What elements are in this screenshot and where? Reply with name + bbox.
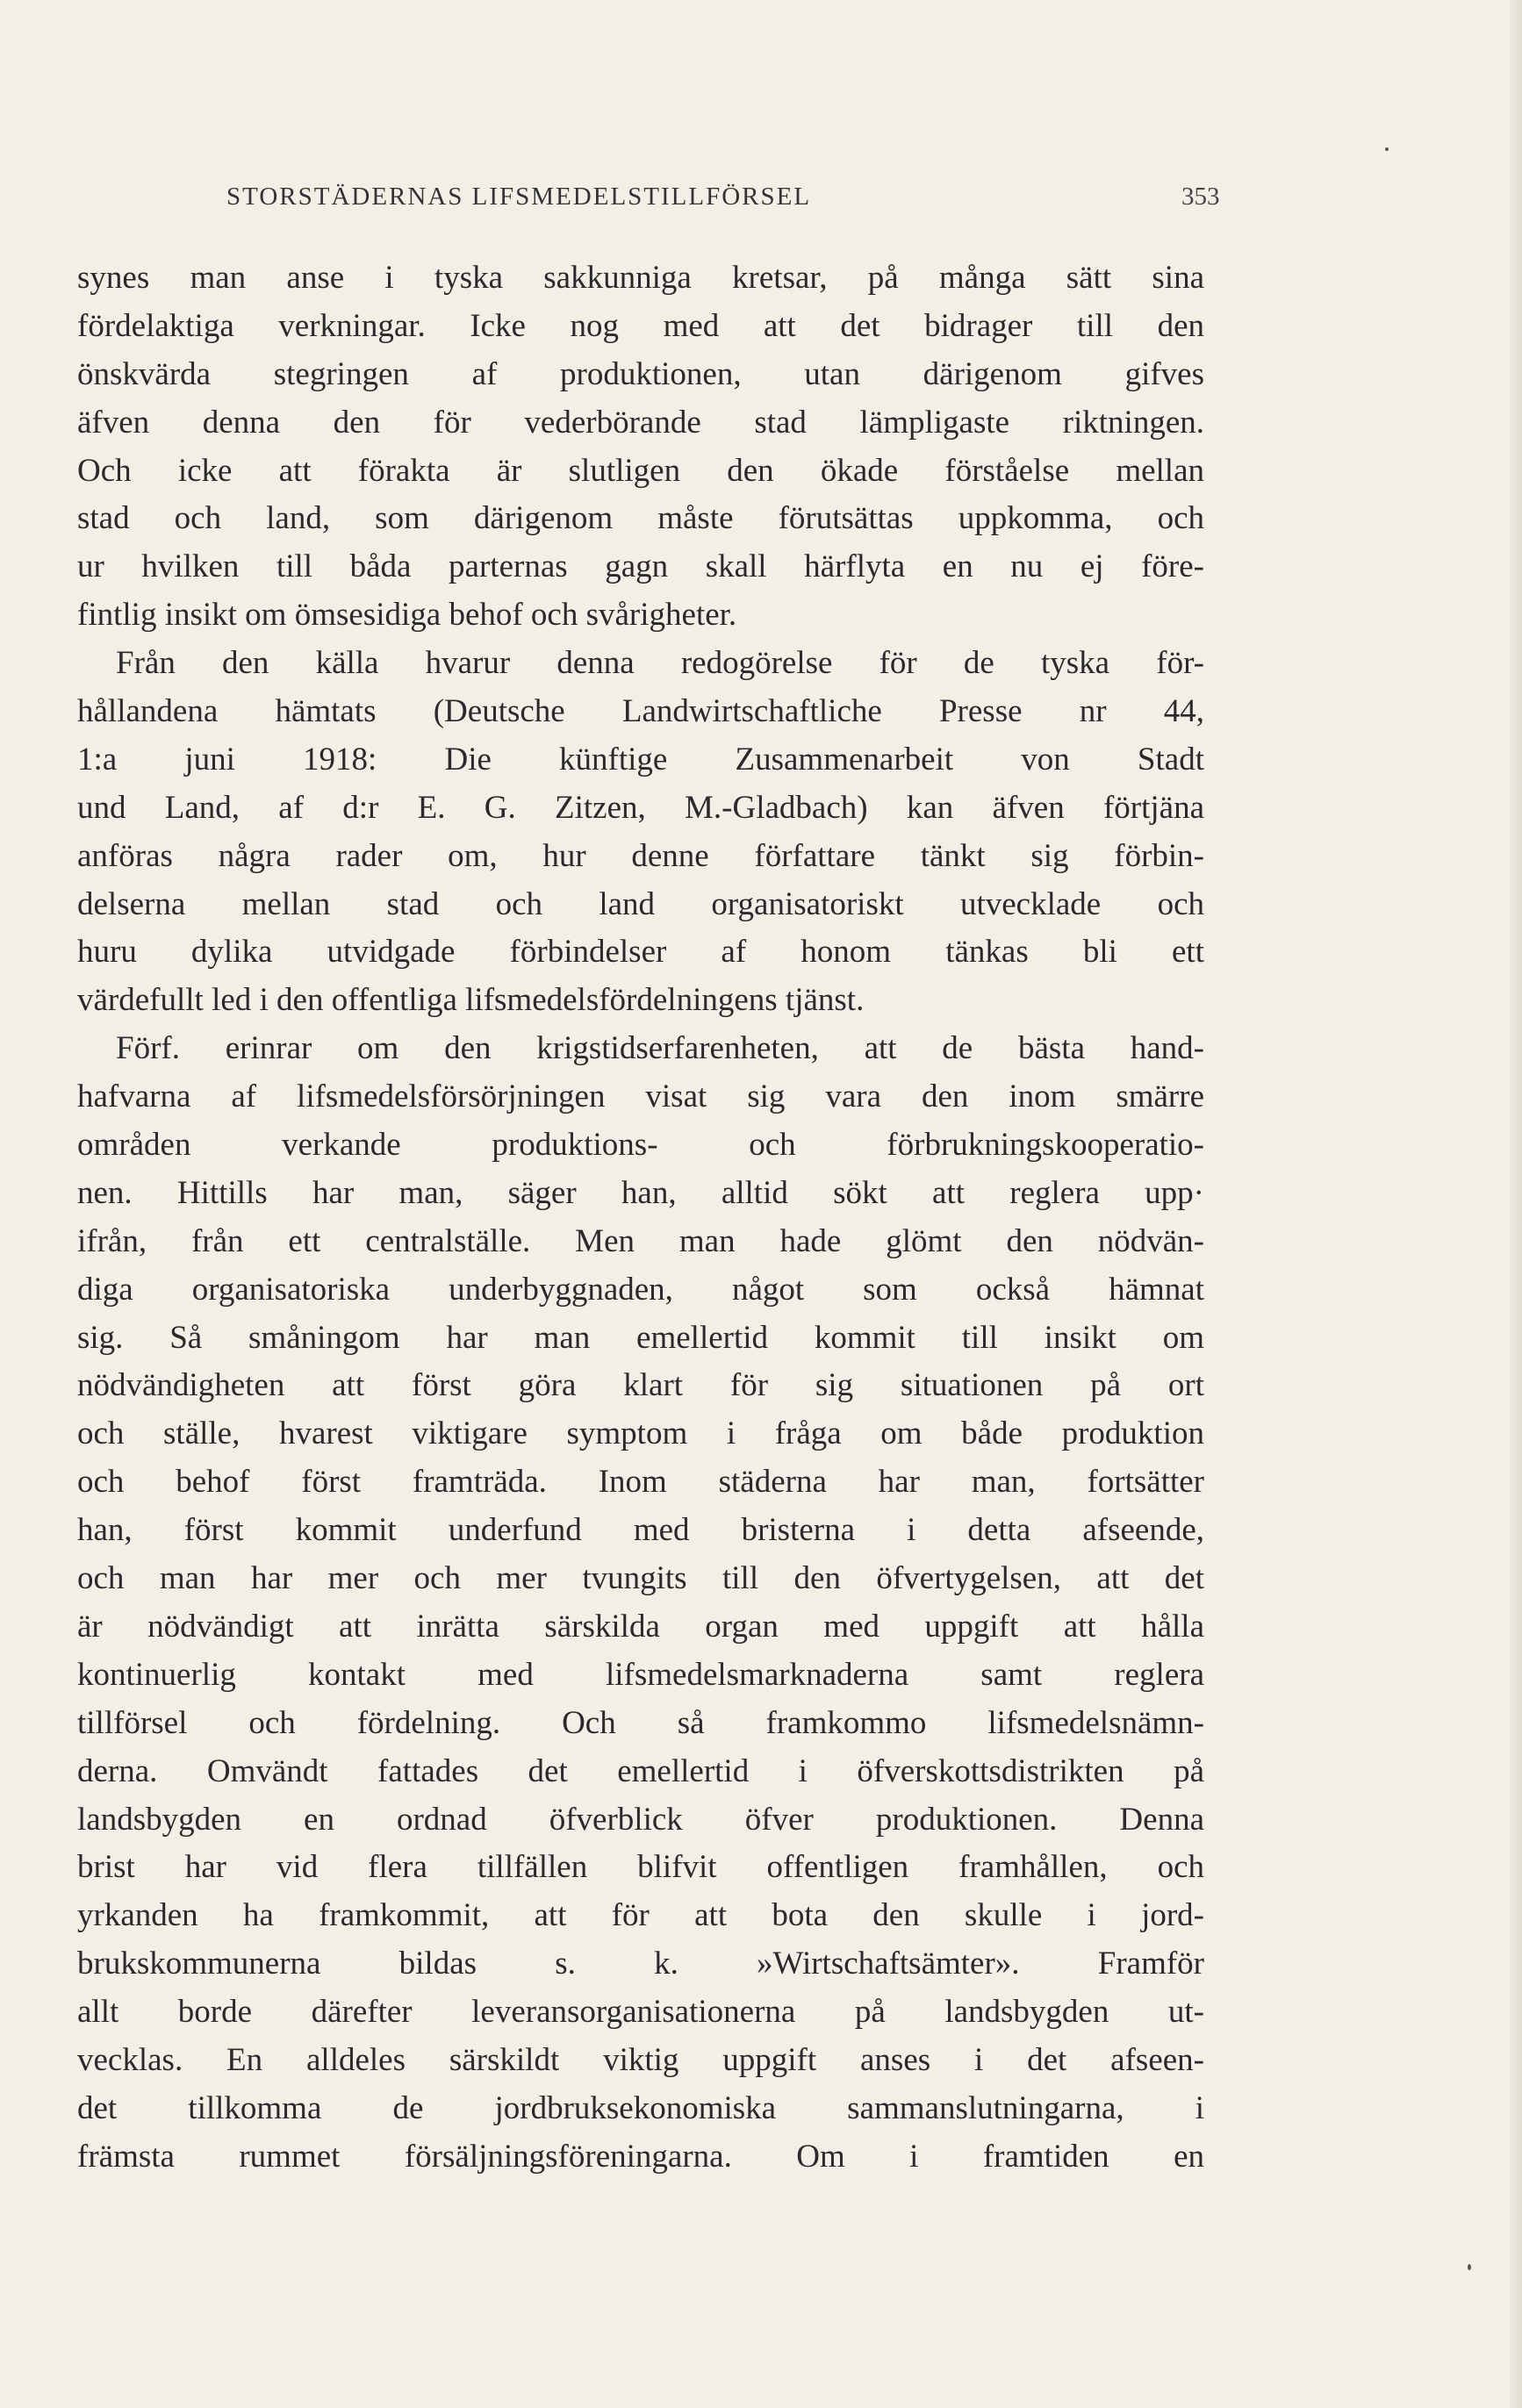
text-line: nödvändigheten att först göra klart för sig situationen på ort: [77, 1367, 1204, 1404]
text-line: och ställe, hvarest viktigare symptom i fråga om både produktion: [77, 1415, 1204, 1452]
text-line: delserna mellan stad och land organisatoriskt utvecklade och: [77, 885, 1204, 922]
page-number: 353: [1181, 183, 1220, 211]
text-line: anföras några rader om, hur denne författare tänkt sig förbin-: [77, 837, 1204, 874]
text-line: värdefullt led i den offentliga lifsmedelsfördelningens tjänst.: [77, 982, 865, 1019]
text-line: främsta rummet försäljningsföreningarna. Om i framtiden en: [77, 2138, 1204, 2175]
running-title: STORSTÄDERNAS LIFSMEDELSTILLFÖRSEL: [226, 183, 812, 211]
text-line: sig. Så småningom har man emellertid kommit till insikt om: [77, 1319, 1204, 1356]
text-line: Från den källa hvarur denna redogörelse för de tyska för-: [116, 645, 1204, 682]
page-header: [0, 183, 1522, 218]
text-line: det tillkomma de jordbruksekonomiska sammanslutningarna, i: [77, 2089, 1204, 2126]
text-line: Förf. erinrar om den krigstidserfarenheten, att de bästa hand-: [116, 1030, 1204, 1067]
text-line: ifrån, från ett centralställe. Men man hade glömt den nödvän-: [77, 1222, 1204, 1259]
text-line: diga organisatoriska underbyggnaden, något som också hämnat: [77, 1271, 1204, 1308]
body-text: [77, 254, 1204, 2182]
text-line: kontinuerlig kontakt med lifsmedelsmarknaderna samt reglera: [77, 1656, 1204, 1693]
text-line: und Land, af d:r E. G. Zitzen, M.-Gladbach) kan äfven förtjäna: [77, 789, 1204, 826]
text-line: ur hvilken till båda parternas gagn skall härflyta en nu ej före-: [77, 548, 1204, 585]
text-line: huru dylika utvidgade förbindelser af honom tänkas bli ett: [77, 934, 1204, 971]
text-line: hafvarna af lifsmedelsförsörjningen visat sig vara den inom smärre: [77, 1079, 1204, 1115]
text-line: och behof först framträda. Inom städerna har man, fortsätter: [77, 1464, 1204, 1501]
text-line: synes man anse i tyska sakkunniga kretsar, på många sätt sina: [77, 260, 1204, 296]
text-line: och man har mer och mer tvungits till den öfvertygelsen, att det: [77, 1560, 1204, 1597]
text-line: 1:a juni 1918: Die künftige Zusammenarbeit von Stadt: [77, 741, 1204, 778]
text-line: Och icke att förakta är slutligen den ökade förståelse mellan: [77, 452, 1204, 489]
text-line: yrkanden ha framkommit, att för att bota den skulle i jord-: [77, 1897, 1204, 1934]
text-line: allt borde därefter leveransorganisationerna på landsbygden ut-: [77, 1994, 1204, 2031]
page-edge: [1510, 0, 1522, 2408]
text-line: tillförsel och fördelning. Och så framkommo lifsmedelsnämn-: [77, 1704, 1204, 1741]
text-line: är nödvändigt att inrätta särskilda organ med uppgift att hålla: [77, 1608, 1204, 1645]
text-line: brukskommunerna bildas s. k. »Wirtschaftsämter». Framför: [77, 1946, 1204, 1982]
text-line: brist har vid flera tillfällen blifvit offentligen framhållen, och: [77, 1849, 1204, 1886]
text-line: fintlig insikt om ömsesidiga behof och svårigheter.: [77, 597, 737, 634]
text-line: äfven denna den för vederbörande stad lämpligaste riktningen.: [77, 404, 1204, 441]
text-line: områden verkande produktions- och förbrukningskooperatio-: [77, 1127, 1204, 1164]
text-line: stad och land, som därigenom måste förutsättas uppkomma, och: [77, 500, 1204, 537]
text-line: landsbygden en ordnad öfverblick öfver produktionen. Denna: [77, 1801, 1204, 1838]
text-line: önskvärda stegringen af produktionen, utan därigenom gifves: [77, 355, 1204, 392]
text-line: hållandena hämtats (Deutsche Landwirtschaftliche Presse nr 44,: [77, 693, 1204, 730]
text-line: han, först kommit underfund med bristerna i detta afseende,: [77, 1512, 1204, 1549]
print-speck: [1468, 2264, 1471, 2270]
text-line: fördelaktiga verkningar. Icke nog med att det bidrager till den: [77, 307, 1204, 344]
print-speck: [1385, 147, 1389, 151]
text-line: derna. Omvändt fattades det emellertid i öfverskottsdistrikten på: [77, 1752, 1204, 1789]
text-line: nen. Hittills har man, säger han, alltid sökt att reglera upp·: [77, 1174, 1204, 1211]
text-line: vecklas. En alldeles särskildt viktig uppgift anses i det afseen-: [77, 2041, 1204, 2078]
